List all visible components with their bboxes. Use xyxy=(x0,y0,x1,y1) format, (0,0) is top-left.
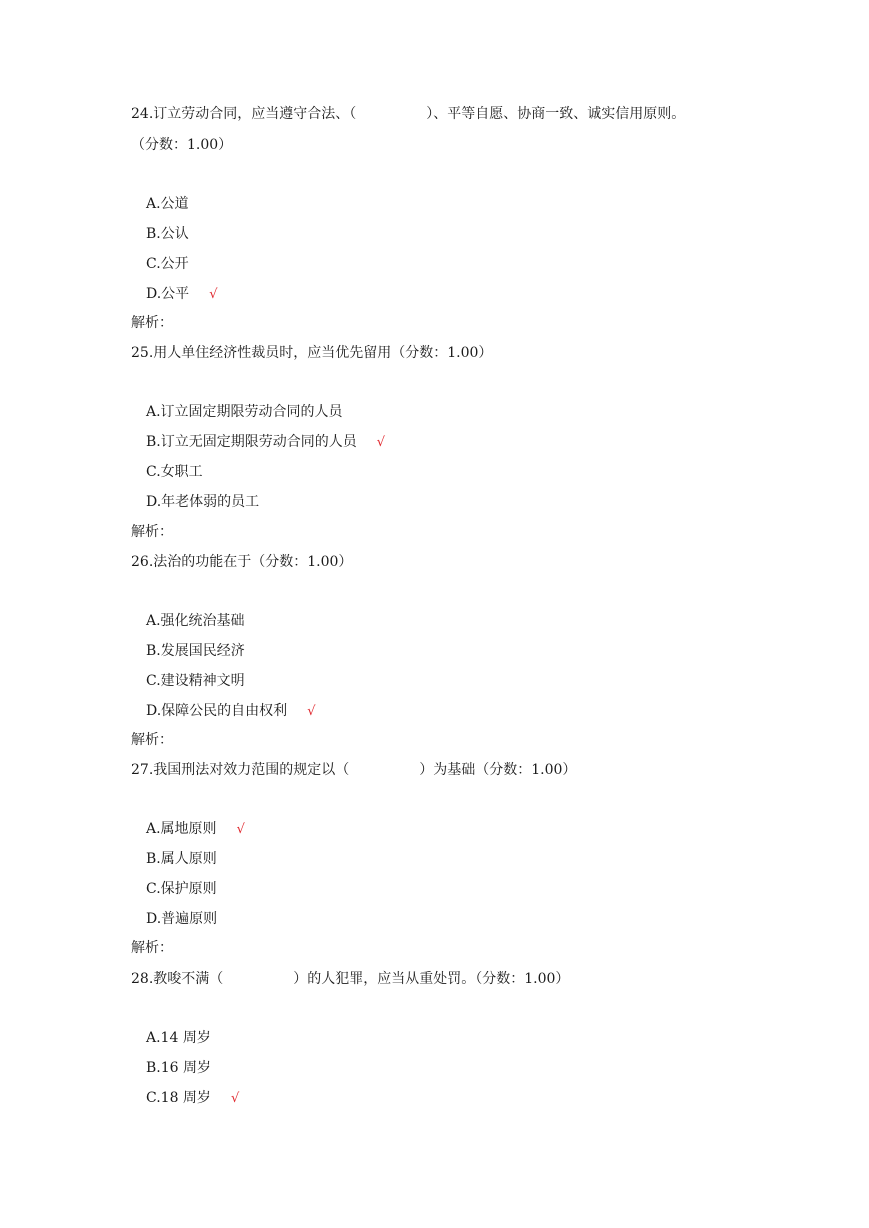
question-25-stem: 25.用人单住经济性裁员时，应当优先留用（分数：1.00） xyxy=(131,345,493,361)
question-24-option-a: A.公道 xyxy=(146,196,189,212)
correct-check-icon: √ xyxy=(307,704,316,719)
question-25-option-b: B.订立无固定期限劳动合同的人员 √ xyxy=(146,434,386,450)
question-26-option-a: A.强化统治基础 xyxy=(146,613,245,629)
question-26-option-c: C.建设精神文明 xyxy=(146,673,245,689)
question-25-option-c: C.女职工 xyxy=(146,464,203,480)
question-27-stem: 27.我国刑法对效力范围的规定以（ ）为基础（分数：1.00） xyxy=(131,762,577,778)
correct-check-icon: √ xyxy=(236,822,245,837)
question-26-option-b: B.发展国民经济 xyxy=(146,643,245,659)
question-24-option-b: B.公认 xyxy=(146,226,189,242)
question-28-stem: 28.教唆不满（ ）的人犯罪，应当从重处罚。（分数：1.00） xyxy=(131,971,570,987)
question-24-option-d: D.公平 √ xyxy=(146,286,218,302)
question-26-analysis: 解析： xyxy=(131,732,173,748)
question-28-option-b: B.16 周岁 xyxy=(146,1060,212,1076)
correct-check-icon: √ xyxy=(376,435,386,450)
question-26-option-d: D.保障公民的自由权利 √ xyxy=(146,703,316,719)
question-24-score: （分数：1.00） xyxy=(131,137,233,153)
question-24-stem: 24.订立劳动合同，应当遵守合法、（ ）、平等自愿、协商一致、诚实信用原则。 xyxy=(131,106,686,122)
question-25-analysis: 解析： xyxy=(131,524,173,540)
correct-check-icon: √ xyxy=(209,287,218,302)
correct-check-icon: √ xyxy=(230,1091,240,1106)
question-25-option-a: A.订立固定期限劳动合同的人员 xyxy=(146,404,343,420)
question-24-analysis: 解析： xyxy=(131,315,173,331)
question-26-stem: 26.法治的功能在于（分数：1.00） xyxy=(131,554,353,570)
question-25-option-d: D.年老体弱的员工 xyxy=(146,494,260,510)
question-27-analysis: 解析： xyxy=(131,940,173,956)
question-27-option-a: A.属地原则 √ xyxy=(146,821,245,837)
question-27-option-b: B.属人原则 xyxy=(146,851,217,867)
question-28-option-c: C.18 周岁 √ xyxy=(146,1090,240,1106)
question-28-option-a: A.14 周岁 xyxy=(146,1030,211,1046)
question-24-option-c: C.公开 xyxy=(146,256,189,272)
question-27-option-d: D.普遍原则 xyxy=(146,911,218,927)
question-27-option-c: C.保护原则 xyxy=(146,881,217,897)
